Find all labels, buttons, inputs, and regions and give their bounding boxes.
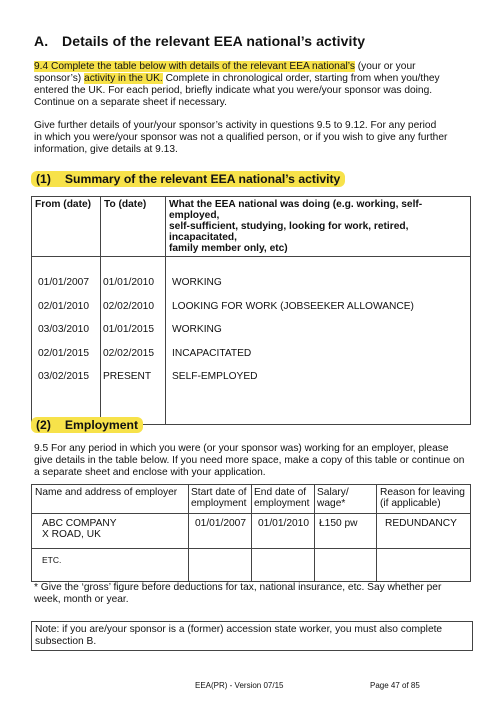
summary-header-row (32, 197, 471, 257)
employer-cell[interactable]: ABC COMPANY X ROAD, UK (32, 514, 189, 549)
from-date-value: 02/01/2015 (38, 347, 89, 359)
employment-row (32, 549, 471, 582)
col-employer: Name and address of employer (32, 485, 189, 514)
col-activity: What the EEA national was doing (e.g. working, self-employed, self-sufficient, studying, looking for work, retired, incapacitated, family member only, etc) (166, 197, 471, 257)
summary-body-row (32, 257, 471, 425)
from-date-value: 03/02/2015 (38, 371, 89, 382)
start-date-cell[interactable]: 01/01/2007 (189, 514, 252, 549)
employment-table (31, 484, 471, 582)
col-end-date: End date of employment (252, 485, 315, 514)
col-to-date: To (date) (101, 197, 166, 257)
section-letter: A. (34, 33, 49, 49)
q94-highlight-2: activity in the UK. (84, 73, 163, 84)
activity-value: SELF-EMPLOYED (172, 371, 258, 382)
to-date-value: 02/02/2015 (103, 347, 154, 359)
activity-value: WORKING (172, 324, 222, 335)
start-date-cell[interactable] (189, 549, 252, 582)
summary-table (31, 196, 471, 425)
q94-highlight-1: 9.4 Complete the table below with details of the relevant EEA national’s (34, 61, 355, 72)
end-date-cell[interactable]: 01/01/2010 (252, 514, 315, 549)
col-from-date: From (date) (32, 197, 101, 257)
summary-title: Summary of the relevant EEA national’s activity (64, 172, 341, 186)
salary-footnote: * Give the ‘gross’ figure before deductions for tax, national insurance, etc. Say whether per week, month or year. (34, 582, 442, 605)
reason-cell[interactable]: REDUNDANCY (377, 514, 471, 549)
question-9-4: 9.4 Complete the table below with details of the relevant EEA national’s (your or your sponsor’s) activity in the UK. Complete in chronological order, starting from when you/they entered the UK. For each period, briefly indicate what you were/your sponsor was doing. Continue on a separate sheet if necessary. (34, 61, 440, 108)
section-title: Details of the relevant EEA national’s activity (62, 33, 366, 49)
employment-header-row (32, 485, 471, 514)
employment-number: (2) (36, 418, 51, 432)
question-9-5: 9.5 For any period in which you were (or your sponsor was) working for an employer, please give details in the table below. If you need more space, make a copy of this table or continue on a separate sheet and enclose with your application. (34, 443, 465, 478)
col-salary: Salary/ wage* (315, 485, 377, 514)
note-box: Note: if you are/your sponsor is a (former) accession state worker, you must also complete subsection B. (31, 621, 473, 651)
activity-value: WORKING (172, 277, 222, 288)
footer-version: EEA(PR) - Version 07/15 (195, 681, 284, 690)
activity-cell[interactable] (166, 257, 471, 425)
summary-heading (31, 172, 345, 186)
employment-row (32, 514, 471, 549)
salary-cell[interactable] (315, 549, 377, 582)
to-date-value: 01/01/2015 (103, 324, 154, 335)
employment-title: Employment (64, 418, 139, 432)
employment-heading (31, 418, 143, 432)
activity-value: INCAPACITATED (172, 347, 252, 359)
col-start-date: Start date of employment (189, 485, 252, 514)
to-date-value: 01/01/2010 (103, 277, 154, 288)
activity-value: LOOKING FOR WORK (JOBSEEKER ALLOWANCE) (172, 300, 414, 312)
salary-cell[interactable]: Ł150 pw (315, 514, 377, 549)
from-date-value: 01/01/2007 (38, 277, 89, 288)
from-date-value: 02/01/2010 (38, 300, 89, 312)
col-reason: Reason for leaving (if applicable) (377, 485, 471, 514)
end-date-cell[interactable] (252, 549, 315, 582)
footer-page-number: Page 47 of 85 (370, 681, 420, 690)
employer-cell[interactable]: ETC. (32, 549, 189, 582)
to-date-cell[interactable] (101, 257, 166, 425)
from-date-cell[interactable] (32, 257, 101, 425)
reason-cell[interactable] (377, 549, 471, 582)
from-date-value: 03/03/2010 (38, 324, 89, 335)
section-heading (34, 33, 365, 49)
summary-number: (1) (36, 172, 51, 186)
to-date-value: PRESENT (103, 371, 152, 382)
to-date-value: 02/02/2010 (103, 300, 154, 312)
further-details-text: Give further details of your/your sponsor’s activity in questions 9.5 to 9.12. For any period in which you were/your sponsor was not a qualified person, or if you wish to give any further information, give details at 9.13. (34, 120, 448, 155)
